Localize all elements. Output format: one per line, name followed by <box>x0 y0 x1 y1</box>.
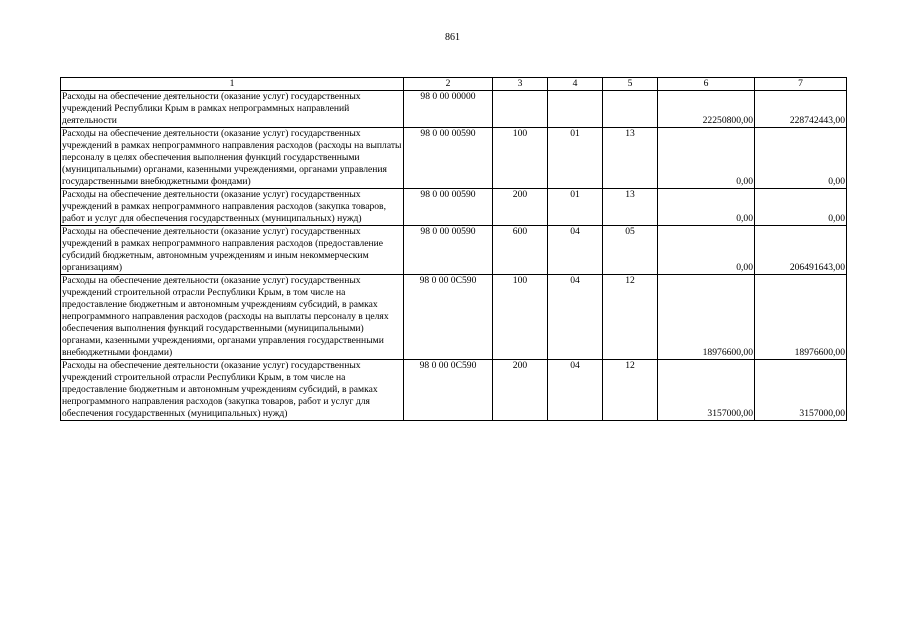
amount-cell-col7: 0,00 <box>755 189 847 226</box>
header-cell: 7 <box>755 78 847 91</box>
target-code-cell: 98 0 00 00590 <box>404 226 493 275</box>
expense-name-cell: Расходы на обеспечение деятельности (оказание услуг) государственных учреждений в рамках непрограммного направления расходов (предоставление субсидий бюджетным, автономным учреждениям и иным некоммерческим организациям) <box>61 226 404 275</box>
amount-cell-col6: 0,00 <box>658 189 755 226</box>
expense-type-cell: 200 <box>493 360 548 421</box>
amount-cell-col6: 0,00 <box>658 226 755 275</box>
amount-cell-col6: 22250800,00 <box>658 91 755 128</box>
page-number: 861 <box>445 32 460 43</box>
amount-cell-col7: 206491643,00 <box>755 226 847 275</box>
amount-cell-col6: 3157000,00 <box>658 360 755 421</box>
section-cell: 01 <box>548 189 603 226</box>
table-row <box>61 189 847 226</box>
amount-cell-col7: 0,00 <box>755 128 847 189</box>
section-cell: 04 <box>548 226 603 275</box>
section-cell: 04 <box>548 360 603 421</box>
expense-name-cell: Расходы на обеспечение деятельности (оказание услуг) государственных учреждений строительной отрасли Республики Крым, в том числе на предоставление бюджетным и автономным учреждениям субсидий, в рамках непрограммного направления расходов (закупка товаров, работ и услуг для обеспечения государственных (муниципальных) нужд) <box>61 360 404 421</box>
subsection-cell: 12 <box>603 360 658 421</box>
amount-cell-col7: 3157000,00 <box>755 360 847 421</box>
target-code-cell: 98 0 00 00000 <box>404 91 493 128</box>
expense-name-cell: Расходы на обеспечение деятельности (оказание услуг) государственных учреждений в рамках непрограммного направления расходов (расходы на выплаты персоналу в целях обеспечения выполнения функций государственными (муниципальными) органами, казенными учреждениями, органами управления государственными внебюджетными фондами) <box>61 128 404 189</box>
header-cell: 4 <box>548 78 603 91</box>
amount-cell-col6: 0,00 <box>658 128 755 189</box>
section-cell <box>548 91 603 128</box>
expense-type-cell: 100 <box>493 275 548 360</box>
expense-name-cell: Расходы на обеспечение деятельности (оказание услуг) государственных учреждений в рамках непрограммного направления расходов (закупка товаров, работ и услуг для обеспечения государственных (муниципальных) нужд) <box>61 189 404 226</box>
table-row <box>61 226 847 275</box>
budget-table <box>60 77 847 421</box>
header-cell: 5 <box>603 78 658 91</box>
target-code-cell: 98 0 00 00590 <box>404 128 493 189</box>
expense-type-cell: 600 <box>493 226 548 275</box>
table-row <box>61 91 847 128</box>
target-code-cell: 98 0 00 0С590 <box>404 275 493 360</box>
expense-type-cell: 100 <box>493 128 548 189</box>
section-cell: 01 <box>548 128 603 189</box>
header-cell: 3 <box>493 78 548 91</box>
table-row <box>61 360 847 421</box>
expense-name-cell: Расходы на обеспечение деятельности (оказание услуг) государственных учреждений строительной отрасли Республики Крым, в том числе на предоставление бюджетным и автономным учреждениям субсидий, в рамках непрограммного направления расходов (расходы на выплаты персоналу в целях обеспечения выполнения функций государственными (муниципальными) органами, казенными учреждениями, органами управления государственными внебюджетными фондами) <box>61 275 404 360</box>
header-cell: 6 <box>658 78 755 91</box>
subsection-cell: 13 <box>603 189 658 226</box>
target-code-cell: 98 0 00 00590 <box>404 189 493 226</box>
header-cell: 2 <box>404 78 493 91</box>
amount-cell-col6: 18976600,00 <box>658 275 755 360</box>
amount-cell-col7: 228742443,00 <box>755 91 847 128</box>
expense-type-cell <box>493 91 548 128</box>
expense-type-cell: 200 <box>493 189 548 226</box>
subsection-cell: 12 <box>603 275 658 360</box>
target-code-cell: 98 0 00 0С590 <box>404 360 493 421</box>
section-cell: 04 <box>548 275 603 360</box>
subsection-cell <box>603 91 658 128</box>
subsection-cell: 13 <box>603 128 658 189</box>
expense-name-cell: Расходы на обеспечение деятельности (оказание услуг) государственных учреждений Республики Крым в рамках непрограммных направлений деятельности <box>61 91 404 128</box>
header-row <box>61 78 847 91</box>
subsection-cell: 05 <box>603 226 658 275</box>
table-row <box>61 128 847 189</box>
amount-cell-col7: 18976600,00 <box>755 275 847 360</box>
table-row <box>61 275 847 360</box>
header-cell: 1 <box>61 78 404 91</box>
